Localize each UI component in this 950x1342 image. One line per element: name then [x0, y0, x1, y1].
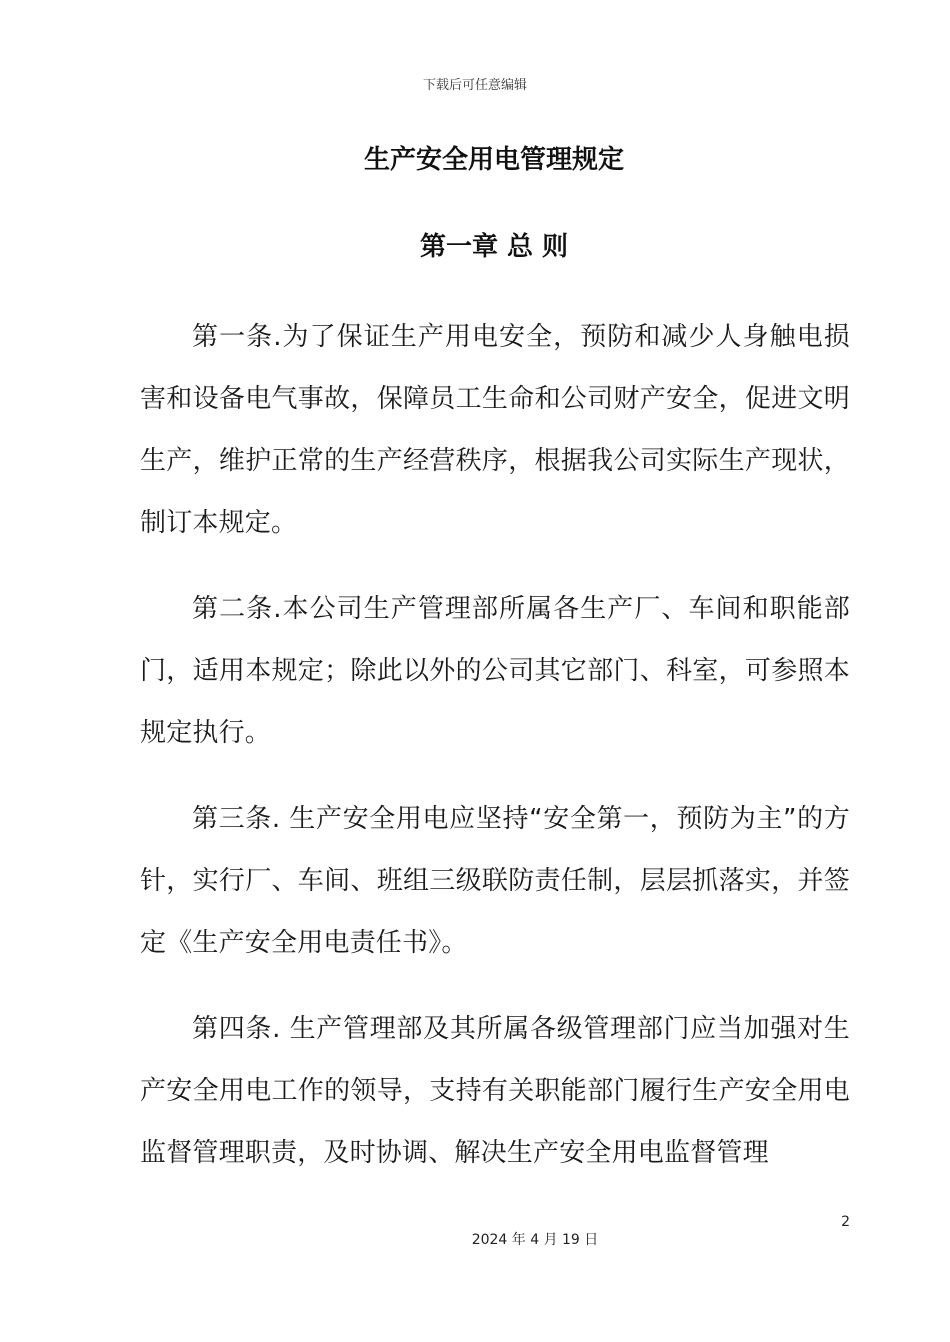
article-4-paragraph: 第四条. 生产管理部及其所属各级管理部门应当加强对生产安全用电工作的领导，支持有关职能部门履行生产安全用电监督管理职责，及时协调、解决生产安全用电监督管理 [140, 1014, 850, 1168]
article-3-paragraph: 第三条. 生产安全用电应坚持“安全第一，预防为主”的方针，实行厂、车间、班组三级联防责任制，层层抓落实，并签定《生产安全用电责任书》。 [140, 804, 850, 958]
document-title: 生产安全用电管理规定 [363, 145, 624, 175]
page-header: 下载后可任意编辑 [422, 78, 527, 93]
footer-date: 2024 年 4 月 19 日 [471, 1232, 599, 1248]
page-number: 2 [841, 1214, 850, 1230]
chapter-heading: 第一章 总 则 [419, 232, 569, 262]
article-2-paragraph: 第二条.本公司生产管理部所属各生产厂、车间和职能部门，适用本规定；除此以外的公司其它部门、科室，可参照本规定执行。 [140, 594, 850, 748]
document-body [140, 306, 850, 1208]
article-1-paragraph: 第一条.为了保证生产用电安全，预防和减少人身触电损害和设备电气事故，保障员工生命和公司财产安全，促进文明生产，维护正常的生产经营秩序，根据我公司实际生产现状，制订本规定。 [140, 322, 850, 538]
